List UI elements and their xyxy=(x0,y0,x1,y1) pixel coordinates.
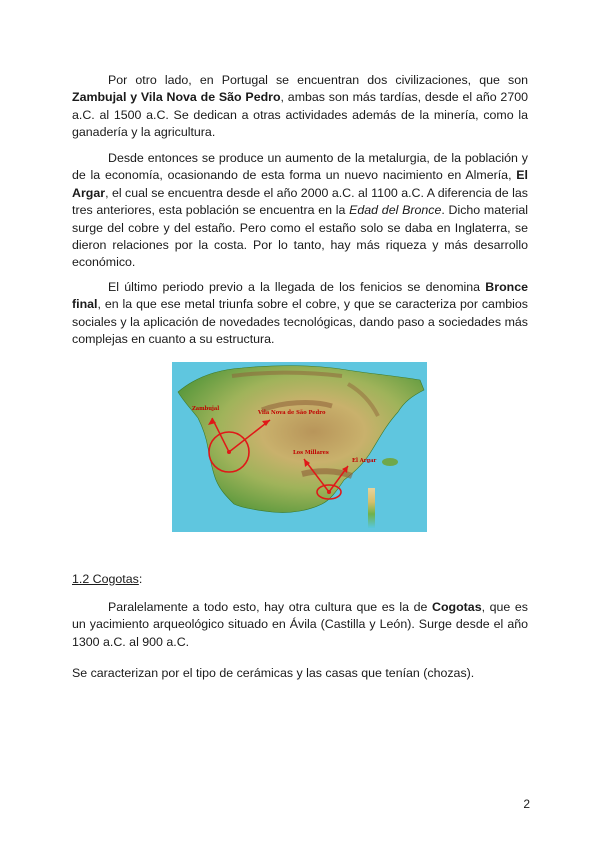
label-zambujal: Zambujal xyxy=(192,406,220,412)
label-los-millares: Los Millares xyxy=(293,450,329,456)
paragraph-ceramicas: Se caracterizan por el tipo de cerámicas y las casas que tenían (chozas). xyxy=(72,666,475,680)
paragraph-portugal: Por otro lado, en Portugal se encuentran dos civilizaciones, que son Zambujal y Vila Nova de São Pedro, ambas son más tardías, desde el año 2700 a.C. al 1500 a.C. Se dedican a otras actividades además de la minería, como la ganadería y la agricultura. xyxy=(72,73,528,140)
italic-term-edad-bronce: Edad del Bronce xyxy=(349,203,442,218)
label-vila-nova: Vila Nova de São Pedro xyxy=(258,410,326,416)
elevation-legend xyxy=(368,488,375,528)
bold-term-el-argar: El Argar xyxy=(72,168,528,200)
label-el-argar: El Argar xyxy=(352,458,377,464)
bold-term-bronce-final: Bronce final xyxy=(72,280,528,312)
paragraph-el-argar: Desde entonces se produce un aumento de la metalurgia, de la población y de la economía, ocasionando de esta forma un nuevo nacimiento en Almería, El Argar, el cual se encuentra desde el año 2000 a.C. al 1100 a.C. A diferencia de las tres anteriores, esta población se encuentra en la Edad del Bronce. Dicho material surge del cobre y del estaño. Pero como el estaño solo se daba en Inglaterra, se dieron relaciones por la costa. Por lo tanto, hay más riqueza y más desarrollo económico. xyxy=(72,151,528,270)
bold-term-zambujal: Zambujal y Vila Nova de São Pedro xyxy=(72,90,281,105)
page-number: 2 xyxy=(523,797,530,811)
paragraph-bronce-final: El último periodo previo a la llegada de los fenicios se denomina Bronce final, en la que ese metal triunfa sobre el cobre, y que se caracteriza por cambios sociales y la aplicación de novedades tecnológicas, dando paso a sociedades más complejas en cuanto a su estructura. xyxy=(72,280,528,347)
section-title: 1.2 Cogotas xyxy=(72,572,139,586)
section-heading: 1.2 Cogotas: xyxy=(72,572,143,586)
iberia-relief-map xyxy=(172,362,427,532)
paragraph-cogotas: Paralelamente a todo esto, hay otra cultura que es la de Cogotas, que es un yacimiento arqueológico situado en Ávila (Castilla y León). Surge desde el año 1300 a.C. al 900 a.C. xyxy=(72,600,529,649)
map-graphic xyxy=(172,362,427,532)
balearic-islands xyxy=(382,458,398,466)
bold-term-cogotas: Cogotas xyxy=(432,600,482,614)
